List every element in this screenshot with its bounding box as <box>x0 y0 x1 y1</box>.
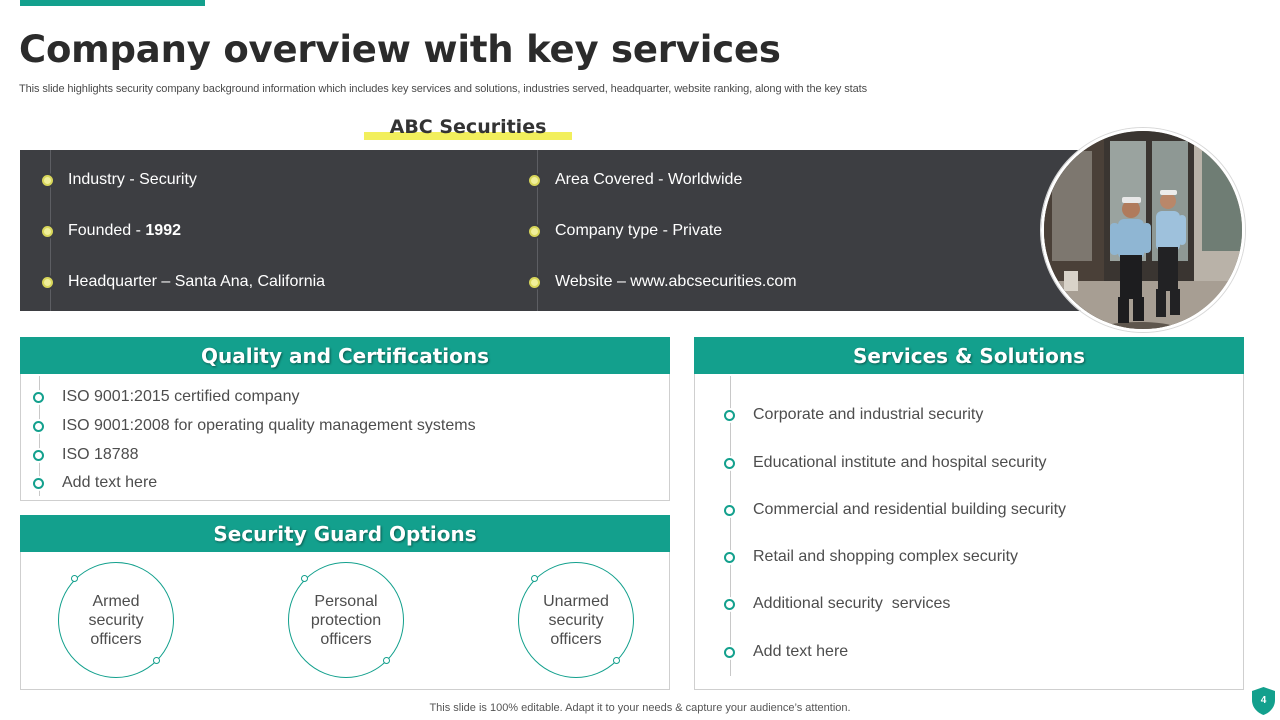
guard-option-label <box>311 592 381 649</box>
list-item-text: Commercial and residential building security <box>753 501 1067 518</box>
quality-card-title: Quality and Certifications <box>20 337 670 374</box>
page-subtitle: This slide highlights security company background information which includes key services and solutions, industries served, headquarter, website ranking, along with the key stats <box>19 83 867 95</box>
bullet-dot-icon <box>42 175 53 186</box>
bullet-ring-icon <box>33 478 44 489</box>
bullet-ring-icon <box>724 458 735 469</box>
guard-label-line: Armed <box>92 592 140 610</box>
guard-label-line: officers <box>90 630 142 648</box>
list-item-text: Add text here <box>62 474 158 491</box>
top-accent-bar <box>20 0 205 6</box>
info-text: Founded - <box>68 222 146 239</box>
bullet-ring-icon <box>724 647 735 658</box>
guard-label-line: Personal <box>314 592 378 610</box>
company-info-panel <box>20 150 1100 311</box>
list-item-text: ISO 9001:2008 for operating quality management systems <box>62 417 476 434</box>
bullet-ring-icon <box>724 410 735 421</box>
list-item-text: Retail and shopping complex security <box>753 548 1019 565</box>
list-item <box>33 446 139 464</box>
list-item-text: Corporate and industrial security <box>753 406 984 423</box>
bullet-ring-icon <box>724 505 735 516</box>
info-text: Company type - Private <box>555 222 723 239</box>
info-item-headquarter <box>42 272 325 292</box>
list-item <box>724 548 1018 566</box>
guard-label-line: security <box>88 611 144 629</box>
bullet-ring-icon <box>33 421 44 432</box>
guard-option-label <box>543 592 609 649</box>
list-item-text: Additional security services <box>753 595 951 612</box>
bullet-dot-icon <box>529 226 540 237</box>
page-number: 4 <box>1260 695 1267 706</box>
info-item-company-type <box>529 221 722 241</box>
info-text: Website – www.abcsecurities.com <box>555 273 797 290</box>
info-text: Headquarter – Santa Ana, California <box>68 273 326 290</box>
services-card-title: Services & Solutions <box>694 337 1244 374</box>
ring-dot-icon <box>383 657 390 664</box>
ring-dot-icon <box>531 575 538 582</box>
ring-dot-icon <box>613 657 620 664</box>
guard-label-line: officers <box>320 630 372 648</box>
guard-option-armed <box>58 562 174 678</box>
bullet-dot-icon <box>42 226 53 237</box>
list-item <box>724 406 983 424</box>
company-name: ABC Securities <box>389 116 547 138</box>
bullet-dot-icon <box>42 277 53 288</box>
guard-label-line: officers <box>550 630 602 648</box>
list-item <box>33 474 157 492</box>
bullet-dot-icon <box>529 175 540 186</box>
list-item <box>724 454 1047 472</box>
bullet-ring-icon <box>724 552 735 563</box>
guard-label-line: Unarmed <box>543 592 609 610</box>
guard-label-line: protection <box>310 611 382 629</box>
security-guards-photo <box>1041 128 1245 332</box>
info-text: Area Covered - Worldwide <box>555 171 743 188</box>
info-item-website <box>529 272 797 292</box>
guard-option-personal <box>288 562 404 678</box>
footer-note: This slide is 100% editable. Adapt it to your needs & capture your audience’s attention. <box>429 702 851 714</box>
ring-dot-icon <box>153 657 160 664</box>
ring-dot-icon <box>301 575 308 582</box>
security-guard-options-card <box>20 515 670 690</box>
page-number-badge <box>1251 686 1276 716</box>
list-item-text: Add text here <box>753 643 849 660</box>
list-item-text: ISO 18788 <box>62 446 139 463</box>
ring-dot-icon <box>71 575 78 582</box>
page-title: Company overview with key services <box>19 28 781 71</box>
bullet-dot-icon <box>529 277 540 288</box>
info-item-founded <box>42 221 181 241</box>
list-item <box>33 388 299 406</box>
list-item-text: Educational institute and hospital security <box>753 454 1047 471</box>
guard-option-unarmed <box>518 562 634 678</box>
info-item-industry <box>42 170 197 190</box>
guard-option-label <box>88 592 143 649</box>
list-item-text: ISO 9001:2015 certified company <box>62 388 300 405</box>
list-item <box>724 501 1066 519</box>
guard-options-title: Security Guard Options <box>20 515 670 552</box>
list-item <box>724 643 848 661</box>
services-solutions-card <box>694 337 1244 690</box>
guard-label-line: security <box>548 611 604 629</box>
quality-certifications-card <box>20 337 670 501</box>
bullet-ring-icon <box>33 450 44 461</box>
bullet-ring-icon <box>33 392 44 403</box>
list-item <box>724 595 950 613</box>
founded-year: 1992 <box>145 222 181 239</box>
info-text: Industry - Security <box>68 171 197 188</box>
bullet-ring-icon <box>724 599 735 610</box>
list-item <box>33 417 476 435</box>
security-guards-illustration <box>1044 131 1245 332</box>
info-item-area <box>529 170 742 190</box>
